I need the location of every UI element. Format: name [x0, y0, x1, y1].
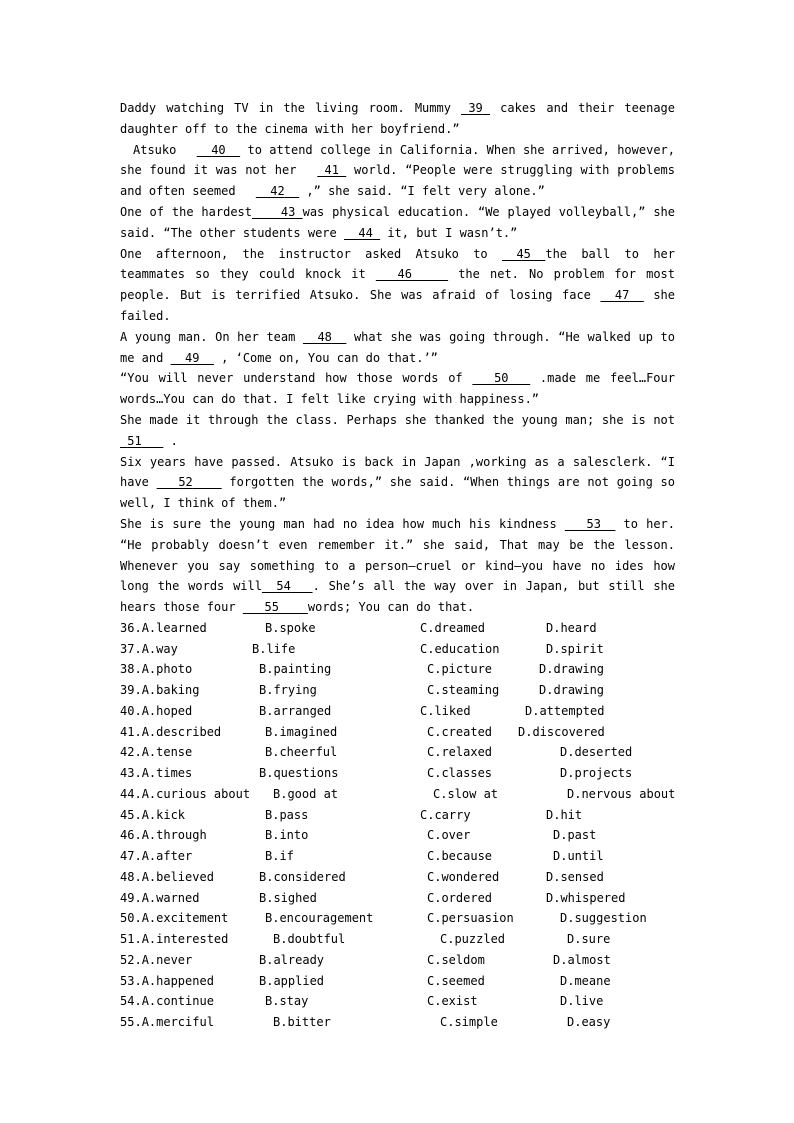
blank-53	[565, 514, 616, 535]
option-46-d[interactable]	[553, 825, 596, 846]
option-51-b[interactable]	[273, 929, 345, 950]
option-46-c[interactable]	[427, 825, 470, 846]
question-52-options	[120, 950, 675, 971]
option-45-c[interactable]	[420, 805, 471, 826]
option-text: D.easy	[567, 1015, 611, 1030]
option-text: B.if	[265, 849, 294, 864]
option-49-a[interactable]: 49.A.warned	[120, 890, 200, 905]
option-text: D.nervous about	[567, 786, 676, 801]
question-36-options	[120, 618, 675, 639]
option-39-a[interactable]: 39.A.baking	[120, 683, 200, 698]
option-53-b[interactable]	[259, 971, 324, 992]
option-50-a[interactable]: 50.A.excitement	[120, 911, 229, 926]
option-47-c[interactable]	[427, 846, 492, 867]
passage-text: Daddy watching TV in the living room. Mummy	[120, 101, 462, 115]
option-52-c[interactable]	[427, 950, 485, 971]
passage-text: Six years have passed. Atsuko is back in Japan ,working as a salesclerk. “I have	[120, 454, 675, 490]
question-number: 53	[120, 973, 135, 988]
blank-45	[502, 244, 545, 265]
option-text: C.education	[420, 641, 500, 656]
option-51-d[interactable]	[567, 929, 610, 950]
option-38-c[interactable]	[427, 659, 492, 680]
option-47-a[interactable]: 47.A.after	[120, 849, 193, 864]
question-number: 47	[120, 849, 135, 864]
option-text: C.classes	[427, 766, 493, 781]
passage-text: what she was going through. “He walked up to me and	[120, 329, 675, 365]
option-text: B.into	[265, 828, 309, 843]
option-text: A.photo	[141, 662, 193, 677]
option-44-d[interactable]	[567, 784, 675, 805]
option-text: C.relaxed	[427, 745, 493, 760]
passage-text: the ball to her teammates so they could knock it	[120, 246, 675, 282]
option-text: D.past	[553, 828, 597, 843]
option-46-a[interactable]: 46.A.through	[120, 828, 207, 843]
option-37-d[interactable]	[546, 639, 604, 660]
option-45-d[interactable]	[546, 805, 582, 826]
blank-49	[171, 348, 214, 369]
option-53-a[interactable]: 53.A.happened	[120, 973, 214, 988]
option-text: D.attempted	[525, 703, 605, 718]
option-text: A.curious about	[141, 786, 251, 801]
passage-paragraph	[120, 244, 675, 327]
option-36-c[interactable]	[420, 618, 485, 639]
option-43-c[interactable]	[427, 763, 492, 784]
option-43-b[interactable]	[259, 763, 338, 784]
option-text: A.interested	[141, 932, 229, 947]
question-number: 44	[120, 786, 135, 801]
passage-text: forgotten the words,” she said. “When things are not going so well, I think of them.”	[120, 475, 675, 511]
question-number: 41	[120, 724, 135, 739]
option-text: A.learned	[141, 620, 207, 635]
option-40-a[interactable]: 40.A.hoped	[120, 703, 193, 718]
option-41-c[interactable]	[427, 722, 492, 743]
passage-text: world. “People were struggling with problems and often seemed	[120, 163, 675, 199]
question-49-options	[120, 888, 675, 909]
option-text: A.warned	[141, 890, 200, 905]
option-52-b[interactable]	[259, 950, 324, 971]
option-text: D.live	[560, 994, 604, 1009]
option-48-c[interactable]	[427, 867, 499, 888]
option-50-c[interactable]	[427, 908, 514, 929]
option-text: D.drawing	[539, 662, 605, 677]
option-48-d[interactable]	[546, 867, 604, 888]
question-number: 36	[120, 620, 135, 635]
option-text: D.whispered	[546, 890, 626, 905]
option-text: D.meane	[560, 973, 611, 988]
question-number: 51	[120, 932, 135, 947]
option-36-a[interactable]: 36.A.learned	[120, 620, 207, 635]
option-text: C.because	[427, 849, 493, 864]
option-55-d[interactable]	[567, 1012, 610, 1033]
option-45-a[interactable]: 45.A.kick	[120, 807, 186, 822]
option-text: C.seemed	[427, 973, 485, 988]
blank-52	[157, 472, 222, 493]
blank-number: 46	[397, 267, 412, 282]
option-text: A.described	[141, 724, 222, 739]
option-52-d[interactable]	[553, 950, 611, 971]
option-text: B.encouragement	[265, 911, 374, 926]
option-text: A.baking	[141, 683, 200, 698]
option-text: A.never	[141, 952, 193, 967]
option-48-b[interactable]	[259, 867, 346, 888]
passage-text: to her. “He probably doesn’t even remember it.” she said, That may be the lesson. Whenever you say something to a person—cruel or kind—you have no ides how long the words will	[120, 516, 675, 594]
option-48-a[interactable]: 48.A.believed	[120, 869, 214, 884]
passage-text: . She’s all the way over in Japan, but still she hears those four	[120, 579, 675, 615]
blank-43	[252, 202, 303, 223]
question-number: 38	[120, 662, 135, 677]
passage-paragraph	[120, 410, 675, 452]
option-44-c[interactable]	[433, 784, 498, 805]
option-45-b[interactable]	[265, 805, 308, 826]
option-54-c[interactable]	[427, 991, 478, 1012]
option-39-d[interactable]	[539, 680, 604, 701]
option-text: C.slow at	[433, 786, 499, 801]
question-37-options	[120, 639, 675, 660]
option-38-d[interactable]	[539, 659, 604, 680]
option-42-c[interactable]	[427, 742, 492, 763]
option-text: D.spirit	[546, 641, 604, 656]
question-38-options	[120, 659, 675, 680]
passage-text: , ‘Come on, You can do that.’”	[213, 350, 438, 365]
blank-number: 53	[586, 516, 601, 531]
option-text: B.cheerful	[265, 745, 338, 760]
option-text: A.happened	[141, 973, 214, 988]
answer-options-list	[120, 618, 675, 1033]
blank-41	[304, 160, 346, 181]
question-number: 54	[120, 994, 135, 1009]
option-text: B.pass	[265, 807, 309, 822]
option-55-a[interactable]: 55.A.merciful	[120, 1015, 214, 1030]
option-text: D.discovered	[518, 724, 605, 739]
blank-number: 47	[614, 288, 630, 303]
option-text: B.imagined	[265, 724, 338, 739]
blank-number: 42	[270, 184, 285, 199]
question-number: 45	[120, 807, 135, 822]
blank-number: 52	[178, 475, 193, 490]
passage-text: to attend college in California. When she arrived, however, she found it was not her	[120, 142, 675, 178]
passage-paragraph	[120, 98, 675, 140]
option-text: A.continue	[141, 994, 214, 1009]
option-46-b[interactable]	[265, 825, 308, 846]
question-number: 52	[120, 952, 135, 967]
passage-paragraph	[120, 514, 675, 618]
passage-text: .	[163, 433, 178, 448]
option-text: B.arranged	[259, 703, 332, 718]
option-49-c[interactable]	[427, 888, 492, 909]
option-51-c[interactable]	[440, 929, 505, 950]
option-text: B.applied	[259, 973, 325, 988]
passage-text: One of the hardest	[120, 204, 253, 219]
option-47-b[interactable]	[265, 846, 294, 867]
option-39-b[interactable]	[259, 680, 317, 701]
blank-number: 50	[494, 371, 509, 386]
passage-text: ,” she said. “I felt very alone.”	[299, 184, 545, 199]
blank-number: 54	[276, 579, 291, 594]
option-41-b[interactable]	[265, 722, 337, 743]
passage-paragraph	[120, 202, 675, 244]
cloze-test-page	[120, 98, 675, 1033]
option-text: D.suggestion	[560, 911, 647, 926]
question-number: 46	[120, 828, 135, 843]
blank-number: 55	[264, 600, 279, 615]
option-text: C.steaming	[427, 683, 500, 698]
option-text: D.drawing	[539, 683, 605, 698]
blank-46	[376, 264, 448, 285]
blank-number: 48	[317, 329, 332, 344]
question-51-options	[120, 929, 675, 950]
option-text: B.painting	[259, 662, 332, 677]
option-43-d[interactable]	[560, 763, 632, 784]
blank-number: 44	[358, 225, 373, 240]
option-51-a[interactable]: 51.A.interested	[120, 932, 229, 947]
option-text: B.life	[252, 641, 296, 656]
blank-51	[120, 431, 163, 452]
question-number: 39	[120, 683, 135, 698]
option-text: C.seldom	[427, 952, 485, 967]
option-55-c[interactable]	[440, 1012, 498, 1033]
option-50-d[interactable]	[560, 908, 647, 929]
option-53-c[interactable]	[427, 971, 485, 992]
question-39-options	[120, 680, 675, 701]
option-text: C.exist	[427, 994, 478, 1009]
question-54-options	[120, 991, 675, 1012]
option-text: B.stay	[265, 994, 309, 1009]
passage-text: the net. No problem for most people. But is terrified Atsuko. She was afraid of losing face	[120, 267, 675, 303]
option-50-b[interactable]	[265, 908, 373, 929]
question-42-options	[120, 742, 675, 763]
blank-39	[461, 98, 490, 119]
option-text: A.believed	[141, 869, 214, 884]
option-text: A.hoped	[141, 703, 193, 718]
option-text: A.tense	[141, 745, 193, 760]
option-42-d[interactable]	[560, 742, 632, 763]
blank-50	[472, 368, 530, 389]
cloze-passage	[120, 98, 675, 618]
passage-text: A young man. On her team	[120, 329, 303, 344]
option-text: C.carry	[420, 807, 471, 822]
question-40-options	[120, 701, 675, 722]
blank-55	[243, 597, 308, 618]
option-text: A.merciful	[141, 1015, 214, 1030]
blank-48	[303, 327, 346, 348]
option-40-c[interactable]	[420, 701, 471, 722]
blank-54	[262, 576, 313, 597]
blank-44	[344, 223, 380, 244]
option-text: D.projects	[560, 766, 633, 781]
option-text: C.liked	[420, 703, 471, 718]
option-text: C.created	[427, 724, 493, 739]
blank-number: 43	[280, 204, 296, 219]
option-36-b[interactable]	[265, 618, 316, 639]
option-text: C.over	[427, 828, 471, 843]
option-42-b[interactable]	[265, 742, 337, 763]
passage-text: cakes and their teenage daughter off to the cinema with her boyfriend.”	[120, 101, 676, 136]
question-number: 49	[120, 890, 135, 905]
question-41-options	[120, 722, 675, 743]
blank-40	[184, 140, 240, 161]
option-text: B.sighed	[259, 890, 317, 905]
option-text: C.persuasion	[427, 911, 514, 926]
passage-text: She is sure the young man had no idea how much his kindness	[120, 516, 565, 531]
blank-42	[243, 181, 299, 202]
question-number: 40	[120, 703, 135, 718]
blank-number: 45	[516, 246, 531, 261]
question-44-options	[120, 784, 675, 805]
option-text: D.almost	[553, 952, 611, 967]
passage-text: it, but I wasn’t.”	[380, 225, 518, 240]
option-text: A.excitement	[141, 911, 229, 926]
option-55-b[interactable]	[273, 1012, 331, 1033]
option-text: B.good at	[273, 786, 339, 801]
option-44-b[interactable]	[273, 784, 338, 805]
option-text: B.bitter	[273, 1015, 331, 1030]
question-number: 37	[120, 641, 135, 656]
question-47-options	[120, 846, 675, 867]
option-text: D.hit	[546, 807, 583, 822]
passage-text: was physical education. “We played volleyball,” she said. “The other students were	[120, 204, 675, 240]
passage-text: Atsuko	[133, 142, 184, 157]
question-53-options	[120, 971, 675, 992]
option-text: C.dreamed	[420, 620, 486, 635]
option-text: B.considered	[259, 869, 346, 884]
passage-paragraph	[120, 368, 675, 410]
question-46-options	[120, 825, 675, 846]
passage-text: She made it through the class. Perhaps she thanked the young man; she is not	[120, 412, 675, 427]
option-40-d[interactable]	[525, 701, 604, 722]
passage-text: she failed.	[120, 288, 675, 323]
option-text: C.ordered	[427, 890, 493, 905]
option-37-a[interactable]: 37.A.way	[120, 641, 178, 656]
option-text: D.until	[553, 849, 604, 864]
option-41-d[interactable]	[518, 722, 605, 743]
option-text: D.heard	[546, 620, 597, 635]
passage-text: One afternoon, the instructor asked Atsuko to	[120, 246, 502, 261]
passage-paragraph	[120, 140, 675, 202]
option-49-b[interactable]	[259, 888, 317, 909]
option-38-a[interactable]: 38.A.photo	[120, 662, 193, 677]
option-49-d[interactable]	[546, 888, 625, 909]
passage-text: words; You can do that.	[307, 600, 475, 615]
passage-paragraph	[120, 327, 675, 369]
blank-number: 41	[324, 163, 339, 178]
question-number: 55	[120, 1015, 135, 1030]
option-44-a[interactable]: 44.A.curious about	[120, 786, 251, 801]
option-text: C.wondered	[427, 869, 500, 884]
passage-text: .made me feel…Four words…You can do that. I felt like crying with happiness.”	[120, 371, 675, 407]
option-36-d[interactable]	[546, 618, 597, 639]
question-50-options	[120, 908, 675, 929]
option-text: A.after	[141, 849, 193, 864]
question-number: 48	[120, 869, 135, 884]
option-54-d[interactable]	[560, 991, 603, 1012]
blank-number: 39	[468, 101, 483, 115]
option-52-a[interactable]: 52.A.never	[120, 952, 193, 967]
option-42-a[interactable]: 42.A.tense	[120, 745, 193, 760]
option-41-a[interactable]: 41.A.described	[120, 724, 222, 739]
option-43-a[interactable]: 43.A.times	[120, 766, 193, 781]
question-55-options	[120, 1012, 675, 1033]
option-text: D.deserted	[560, 745, 633, 760]
option-text: A.through	[141, 828, 207, 843]
option-54-a[interactable]: 54.A.continue	[120, 994, 214, 1009]
blank-47	[600, 285, 643, 306]
question-45-options	[120, 805, 675, 826]
option-text: C.puzzled	[440, 932, 506, 947]
question-number: 43	[120, 766, 135, 781]
option-53-d[interactable]	[560, 971, 611, 992]
passage-text: “You will never understand how those words of	[120, 371, 473, 386]
question-number: 42	[120, 745, 135, 760]
option-text: A.kick	[141, 807, 186, 822]
blank-number: 51	[127, 433, 142, 448]
question-number: 50	[120, 911, 135, 926]
option-text: B.already	[259, 952, 325, 967]
option-40-b[interactable]	[259, 701, 331, 722]
option-47-d[interactable]	[553, 846, 604, 867]
option-text: B.questions	[259, 766, 339, 781]
option-39-c[interactable]	[427, 680, 499, 701]
option-text: A.way	[141, 641, 178, 656]
option-text: C.simple	[440, 1015, 498, 1030]
option-text: D.sure	[567, 932, 611, 947]
option-38-b[interactable]	[259, 659, 331, 680]
option-54-b[interactable]	[265, 991, 308, 1012]
option-text: B.doubtful	[273, 932, 346, 947]
option-text: A.times	[141, 766, 193, 781]
option-37-c[interactable]	[420, 639, 499, 660]
question-48-options	[120, 867, 675, 888]
blank-number: 49	[185, 350, 200, 365]
passage-paragraph	[120, 452, 675, 514]
question-43-options	[120, 763, 675, 784]
option-text: C.picture	[427, 662, 493, 677]
option-text: D.sensed	[546, 869, 604, 884]
option-37-b[interactable]	[252, 639, 295, 660]
blank-number: 40	[211, 142, 226, 157]
option-text: B.frying	[259, 683, 317, 698]
option-text: B.spoke	[265, 620, 316, 635]
